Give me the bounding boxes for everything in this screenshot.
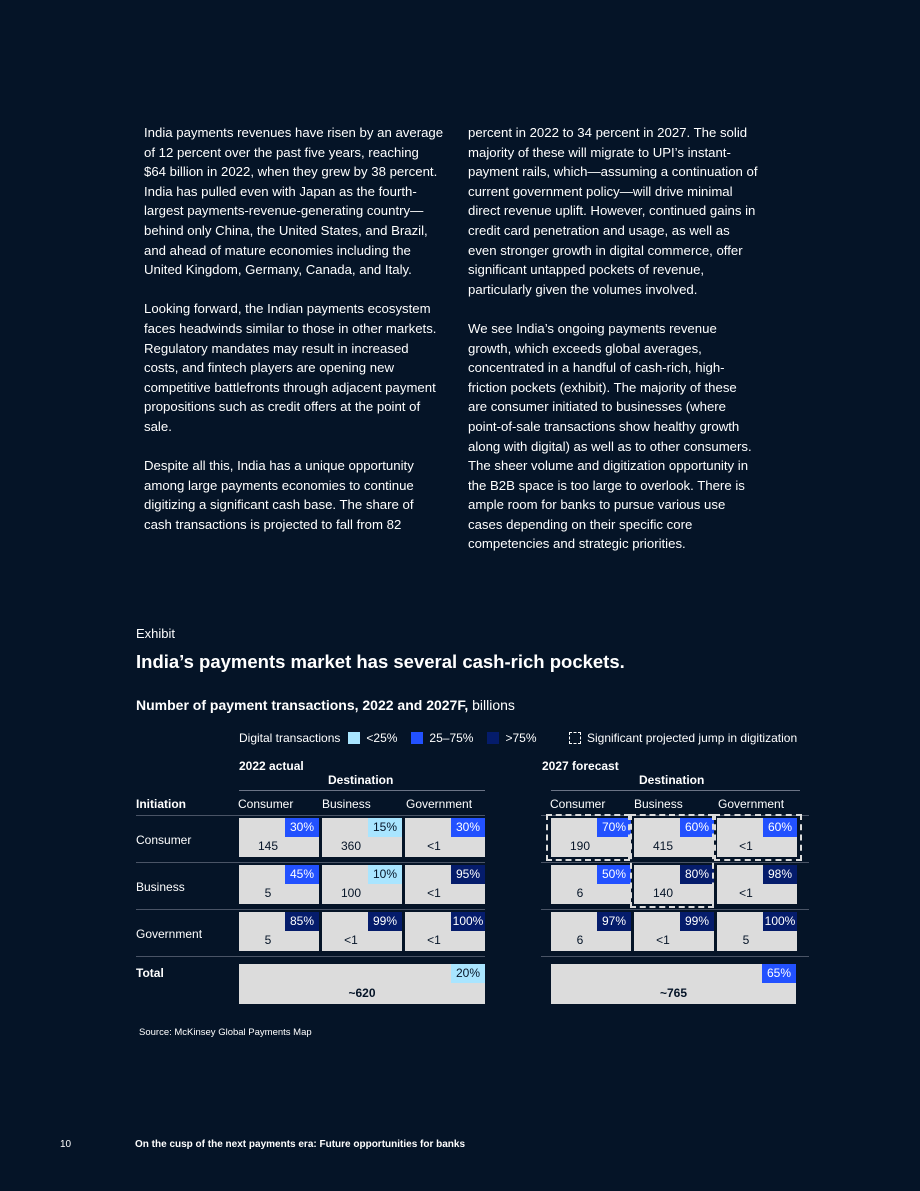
cell-government-to-consumer <box>551 912 631 951</box>
transaction-value: 360 <box>340 839 362 853</box>
transaction-value: 5 <box>742 933 750 947</box>
digital-pct: 99% <box>368 912 402 931</box>
digital-pct: 30% <box>285 818 319 837</box>
digital-pct: 85% <box>285 912 319 931</box>
legend-jump <box>569 731 797 745</box>
col-header-consumer: Consumer <box>550 797 606 811</box>
initiation-label: Initiation <box>136 797 186 811</box>
exhibit-label: Exhibit <box>136 626 176 641</box>
jump-highlight-consumer-government <box>714 814 802 861</box>
destination-rule <box>239 790 485 791</box>
transaction-value: 140 <box>652 886 674 900</box>
total-digital-pct: 20% <box>451 964 485 983</box>
digital-pct: 10% <box>368 865 402 884</box>
destination-label: Destination <box>328 773 394 787</box>
jump-highlight-consumer-consumer <box>546 814 630 861</box>
digital-pct: 60% <box>763 818 797 837</box>
cell-government-to-government <box>717 912 797 951</box>
row-separator <box>136 956 485 957</box>
exhibit-title: India’s payments market has several cash-rich pockets. <box>136 651 625 672</box>
transaction-value: 6 <box>576 886 584 900</box>
destination-rule <box>551 790 800 791</box>
row-label-government: Government <box>136 927 203 941</box>
panel-title-2022: 2022 actual <box>239 759 304 773</box>
digital-pct: 99% <box>680 912 714 931</box>
cell-government-to-business <box>322 912 402 951</box>
transaction-value: <1 <box>427 933 441 947</box>
page-number: 10 <box>60 1139 72 1150</box>
legend-mid: 25–75% <box>429 731 474 745</box>
legend-digital-label: Digital transactions <box>239 731 341 745</box>
transaction-value: <1 <box>344 933 358 947</box>
row-separator <box>136 909 485 910</box>
transaction-value: <1 <box>739 839 753 853</box>
transaction-value: 190 <box>569 839 591 853</box>
cell-business-to-business <box>322 865 402 904</box>
legend-swatch-mid <box>411 732 423 744</box>
digital-pct: 97% <box>597 912 631 931</box>
paragraph: Looking forward, the Indian payments ecosystem faces headwinds similar to those in other markets. Regulatory mandates may result in increased costs, and fintech players are opening new competitive battlefronts through adjacent payment propositions such as credit offers at the point of sale. <box>144 301 437 434</box>
legend-lt25: <25% <box>366 731 398 745</box>
paragraph: India payments revenues have risen by an average of 12 percent over the past five years, reaching $64 billion in 2022, when they grew by 38 percent. India has pulled even with Japan as the fourth-largest payments-revenue-generating country—behind only China, the United States, and Brazil, and ahead of mature economies including the United Kingdom, Germany, Canada, and Italy. <box>144 125 444 278</box>
row-label-consumer: Consumer <box>136 833 192 847</box>
row-separator <box>136 815 485 816</box>
cell-government-to-consumer <box>239 912 319 951</box>
digital-pct: 60% <box>680 818 714 837</box>
legend-gt75: >75% <box>505 731 537 745</box>
transaction-value: <1 <box>739 886 753 900</box>
exhibit-subtitle <box>136 697 515 713</box>
row-separator <box>541 956 809 957</box>
col-header-government: Government <box>406 797 473 811</box>
subtitle-bold: Number of payment transactions, 2022 and 2027F, <box>136 697 469 713</box>
destination-label: Destination <box>639 773 705 787</box>
digital-pct: 80% <box>680 865 714 884</box>
transaction-value: <1 <box>656 933 670 947</box>
digital-pct: 15% <box>368 818 402 837</box>
row-label-business: Business <box>136 880 185 894</box>
col-header-consumer: Consumer <box>238 797 294 811</box>
body-left-column <box>144 123 444 554</box>
transaction-value: 415 <box>652 839 674 853</box>
footer-title: On the cusp of the next payments era: Future opportunities for banks <box>135 1139 466 1150</box>
subtitle-units: billions <box>468 697 515 713</box>
total-value: ~620 <box>348 986 376 1000</box>
col-header-government: Government <box>718 797 785 811</box>
transaction-value: 6 <box>576 933 584 947</box>
cell-consumer-to-business <box>322 818 402 857</box>
digital-pct: 100% <box>763 912 797 931</box>
transaction-value: 5 <box>264 933 272 947</box>
legend-swatch-gt75 <box>487 732 499 744</box>
col-header-business: Business <box>634 797 683 811</box>
transaction-value: 145 <box>257 839 279 853</box>
paragraph: Despite all this, India has a unique opportunity among large payments economies to continue digitizing a significant cash base. The share of cash transactions is projected to fall from 82 <box>144 458 414 532</box>
cell-business-to-consumer <box>239 865 319 904</box>
digital-pct: 100% <box>451 912 485 931</box>
cell-business-to-consumer <box>551 865 631 904</box>
panel-title-2027: 2027 forecast <box>542 759 619 773</box>
digital-pct: 95% <box>451 865 485 884</box>
row-label-total: Total <box>136 966 164 980</box>
total-bar-2027 <box>551 964 796 1004</box>
legend-swatch-lt25 <box>348 732 360 744</box>
transaction-value: 100 <box>340 886 362 900</box>
digital-pct: 45% <box>285 865 319 884</box>
total-value: ~765 <box>659 986 688 1000</box>
total-bar-2022 <box>239 964 485 1004</box>
body-right-column <box>468 123 758 574</box>
transaction-value: 5 <box>264 886 272 900</box>
cell-consumer-to-government <box>405 818 485 857</box>
paragraph: We see India’s ongoing payments revenue growth, which exceeds global averages, concentrated in a handful of cash-rich, high-friction pockets (exhibit). The majority of these are consumer initiated to businesses (where point-of-sale transactions show healthy growth along with digital) as well as to other consumers. The sheer volume and digitization opportunity in the B2B space is too large to overlook. There is ample room for banks to pursue various use cases depending on their specific core competencies and strategic priorities. <box>468 320 752 552</box>
cell-government-to-government <box>405 912 485 951</box>
total-digital-pct: 65% <box>762 964 796 983</box>
cell-business-to-government <box>717 865 797 904</box>
cell-consumer-to-consumer <box>239 818 319 857</box>
legend-dashed-box-icon <box>569 732 581 744</box>
digital-pct: 98% <box>763 865 797 884</box>
col-header-business: Business <box>322 797 371 811</box>
digital-pct: 70% <box>597 818 631 837</box>
row-separator <box>136 862 485 863</box>
transaction-value: <1 <box>427 839 441 853</box>
cell-business-to-government <box>405 865 485 904</box>
row-separator <box>541 909 809 910</box>
source-note: Source: McKinsey Global Payments Map <box>139 1027 312 1038</box>
digital-pct: 30% <box>451 818 485 837</box>
digital-pct: 50% <box>597 865 631 884</box>
jump-highlight-business-column <box>630 814 714 908</box>
legend-jump-label: Significant projected jump in digitization <box>587 731 798 745</box>
cell-government-to-business <box>634 912 714 951</box>
legend <box>239 731 537 745</box>
paragraph: percent in 2022 to 34 percent in 2027. The solid majority of these will migrate to UPI’s instant-payment rails, which—assuming a continuation of current government policy—will drive minimal direct revenue uplift. However, continued gains in credit card penetration and usage, as well as even stronger growth in digital commerce, offer significant untapped pockets of revenue, particularly given the volumes involved. <box>468 125 758 297</box>
transaction-value: <1 <box>427 886 441 900</box>
